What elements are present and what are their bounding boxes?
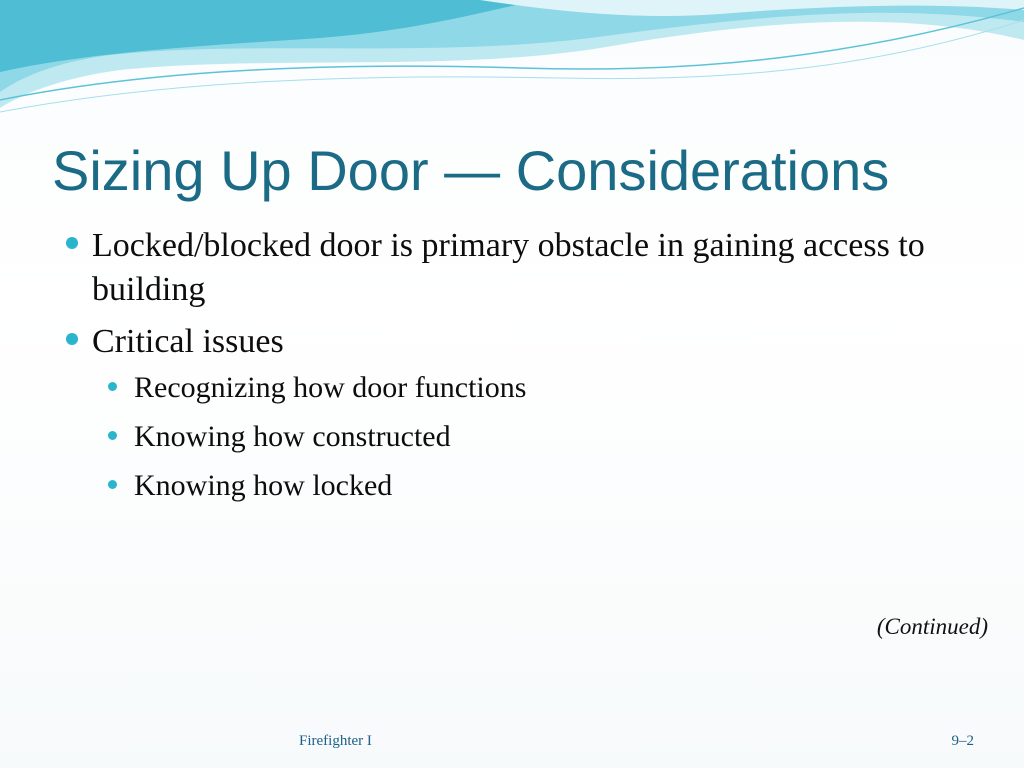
bullet-item <box>62 320 962 506</box>
sub-bullet-item <box>92 466 962 506</box>
bullet-item <box>62 224 962 312</box>
bullet-dot-icon <box>66 333 78 345</box>
sub-bullet-dot-icon <box>108 382 117 391</box>
bullet-text: Locked/blocked door is primary obstacle in gaining access to building <box>92 227 925 308</box>
sub-bullet-item <box>92 417 962 457</box>
sub-bullet-text: Recognizing how door functions <box>134 371 527 404</box>
slide-title: Sizing Up Door — Considerations <box>52 139 890 202</box>
sub-bullet-dot-icon <box>108 480 117 489</box>
sub-bullet-list <box>92 368 962 506</box>
footer-course-name: Firefighter I <box>299 733 372 749</box>
footer-slide-number: 9–2 <box>951 733 974 749</box>
bullet-list <box>62 224 962 515</box>
bullet-text: Critical issues <box>92 323 284 360</box>
sub-bullet-dot-icon <box>108 431 117 440</box>
wave-decoration <box>0 0 1024 120</box>
continued-note: (Continued) <box>876 614 988 639</box>
sub-bullet-item <box>92 368 962 408</box>
sub-bullet-text: Knowing how constructed <box>134 420 451 453</box>
bullet-dot-icon <box>66 237 78 249</box>
sub-bullet-text: Knowing how locked <box>134 469 393 502</box>
